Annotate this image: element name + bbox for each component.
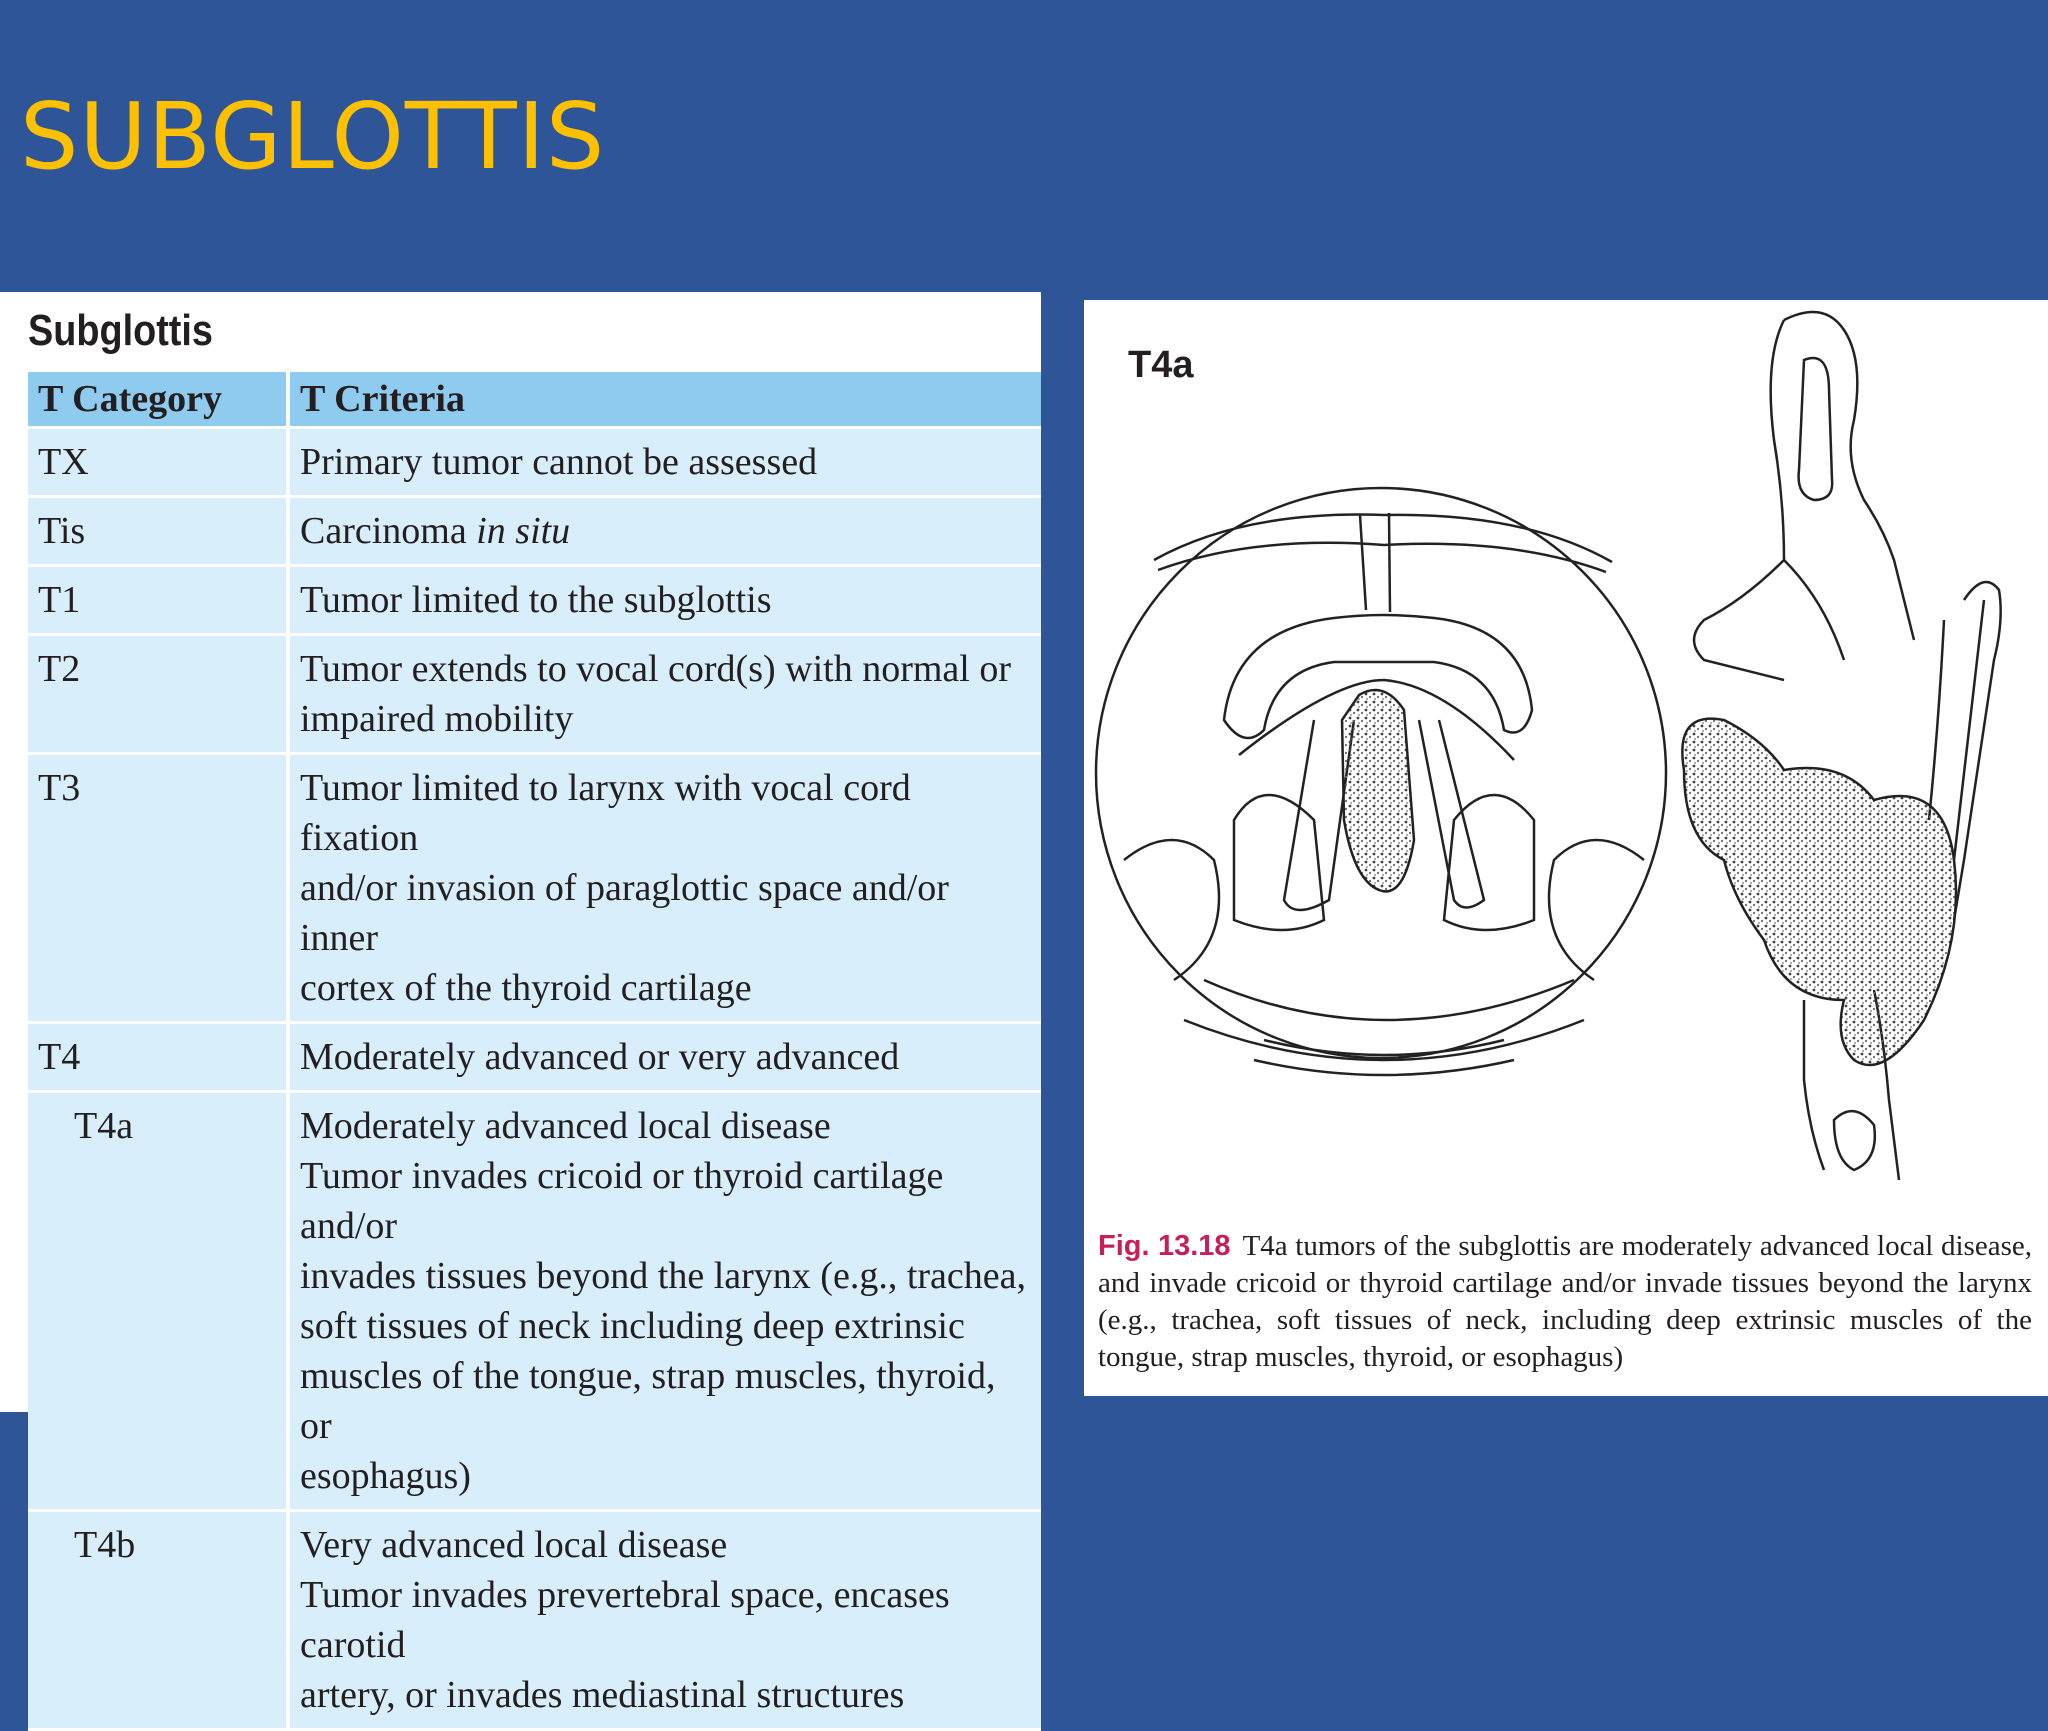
criteria-line: cortex of the thyroid cartilage	[300, 967, 752, 1009]
criteria-line: Tumor limited to the subglottis	[300, 579, 772, 621]
t-criteria-cell	[288, 635, 1041, 754]
criteria-line: Primary tumor cannot be assessed	[300, 441, 818, 483]
table-heading: Subglottis	[28, 306, 213, 355]
figure-panel	[1084, 300, 2048, 1396]
t-criteria-cell	[288, 1023, 1041, 1092]
t-category-cell: T4b	[28, 1511, 288, 1730]
figure-number: Fig. 13.18	[1098, 1230, 1231, 1262]
criteria-line	[300, 506, 1031, 556]
criteria-line: impaired mobility	[300, 698, 574, 740]
table-header-row	[28, 372, 1041, 428]
header-t-criteria: T Criteria	[288, 372, 1041, 428]
t-category-cell: T2	[28, 635, 288, 754]
tumor-laryngoscopic	[1342, 690, 1414, 891]
t-criteria-cell	[288, 1092, 1041, 1511]
table-row	[28, 1023, 1041, 1092]
criteria-line: Moderately advanced local disease	[300, 1105, 831, 1147]
criteria-line: invades tissues beyond the larynx (e.g., trachea,	[300, 1255, 1026, 1297]
criteria-line: Tumor limited to larynx with vocal cord fixation	[300, 767, 911, 859]
criteria-line: Tumor invades prevertebral space, encases carotid	[300, 1574, 950, 1666]
t-category-cell: TX	[28, 428, 288, 497]
table-row	[28, 497, 1041, 566]
criteria-line: esophagus)	[300, 1455, 471, 1497]
t-category-cell: T1	[28, 566, 288, 635]
t-criteria-cell	[288, 566, 1041, 635]
caption-text: T4a tumors of the subglottis are moderately advanced local disease, and invade cricoid or thyroid cartilage and/or invade tissues beyond the larynx (e.g., trachea, soft tissues of neck, including deep extrinsic muscles of the tongue, strap muscles, thyroid, or esophagus)	[1098, 1230, 2032, 1373]
t-criteria-cell	[288, 754, 1041, 1023]
figure-caption	[1098, 1228, 2032, 1376]
criteria-line: and/or invasion of paraglottic space and/or inner	[300, 867, 949, 959]
t-criteria-cell	[288, 428, 1041, 497]
criteria-line: Tumor invades cricoid or thyroid cartilage and/or	[300, 1155, 944, 1247]
table-row	[28, 1092, 1041, 1511]
table-row	[28, 635, 1041, 754]
criteria-text: Carcinoma	[300, 510, 477, 552]
criteria-line: muscles of the tongue, strap muscles, thyroid, or	[300, 1355, 996, 1447]
criteria-line: Very advanced local disease	[300, 1524, 728, 1566]
criteria-line: Moderately advanced or very advanced	[300, 1036, 900, 1078]
figure-label: T4a	[1128, 344, 1194, 386]
staging-table	[28, 372, 1041, 1731]
criteria-line: soft tissues of neck including deep extrinsic	[300, 1305, 965, 1347]
criteria-italic-text: in situ	[476, 510, 571, 552]
t-category-cell: T4a	[28, 1092, 288, 1511]
table-row	[28, 754, 1041, 1023]
criteria-line: artery, or invades mediastinal structures	[300, 1674, 905, 1716]
larynx-illustration	[1084, 300, 2048, 1200]
table-row	[28, 1511, 1041, 1730]
t-category-cell: T4	[28, 1023, 288, 1092]
table-row	[28, 428, 1041, 497]
table-row	[28, 566, 1041, 635]
t-category-cell: T3	[28, 754, 288, 1023]
staging-table-panel	[0, 292, 1041, 1716]
t-criteria-cell	[288, 1511, 1041, 1730]
slide-title: SUBGLOTTIS	[20, 83, 606, 190]
t-category-cell: Tis	[28, 497, 288, 566]
header-t-category: T Category	[28, 372, 288, 428]
criteria-line: Tumor extends to vocal cord(s) with normal or	[300, 648, 1011, 690]
t-criteria-cell	[288, 497, 1041, 566]
tumor-sagittal	[1682, 719, 1956, 1065]
